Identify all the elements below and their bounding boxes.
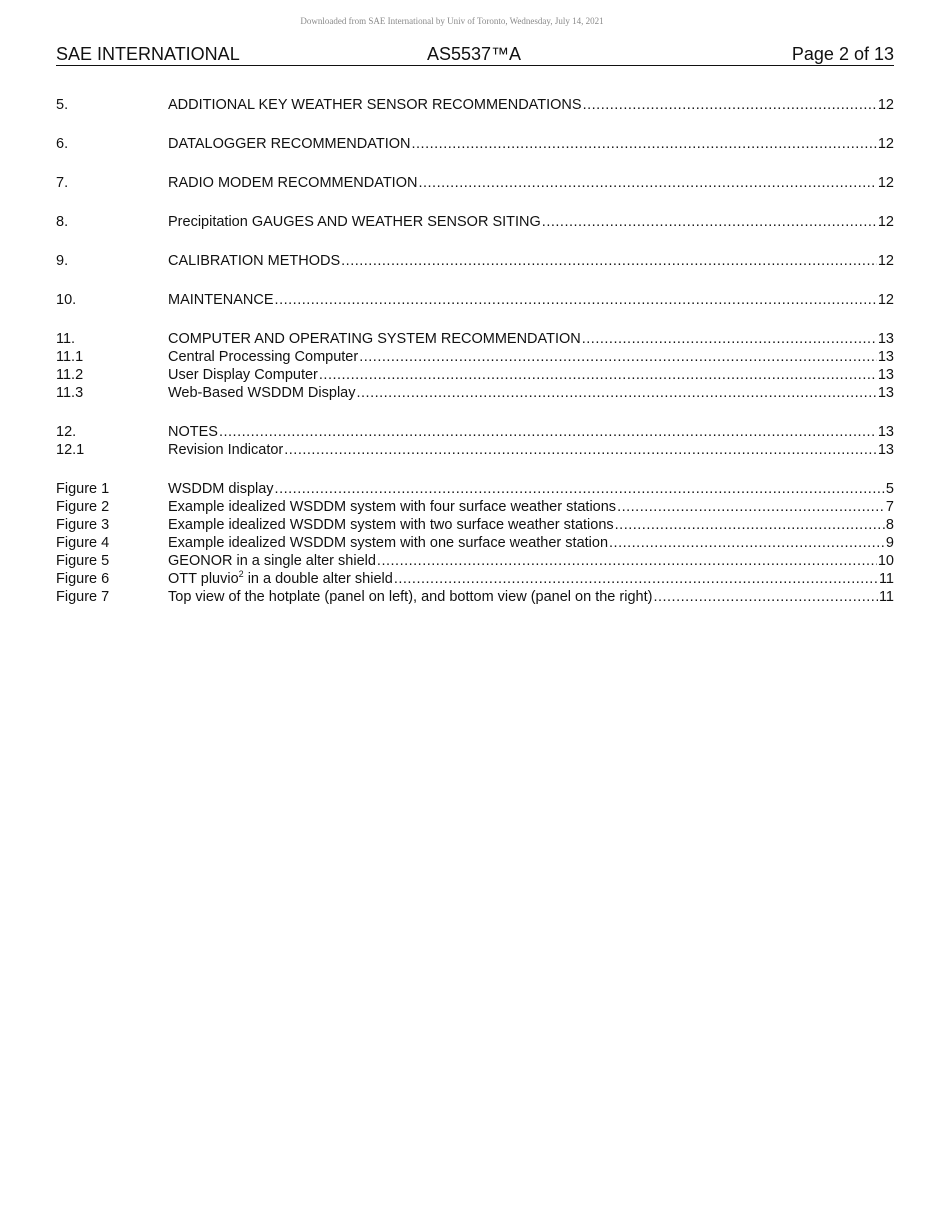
toc-entry-number: 11.3 bbox=[56, 385, 84, 401]
toc-entry-title bbox=[168, 330, 581, 348]
toc-entry[interactable] bbox=[56, 384, 894, 402]
toc-entry[interactable] bbox=[56, 423, 894, 441]
toc-entry-body bbox=[168, 348, 894, 366]
toc-entry-page-number: 13 bbox=[877, 424, 894, 440]
toc-entry-title bbox=[168, 423, 218, 441]
toc-entry-body bbox=[168, 516, 894, 534]
toc-entry-title bbox=[168, 480, 274, 498]
toc-section-group bbox=[56, 252, 894, 270]
toc-entry-title-text: Example idealized WSDDM system with four surface weather stations bbox=[168, 499, 617, 515]
toc-dot-leader bbox=[418, 174, 876, 192]
toc-entry[interactable] bbox=[56, 480, 894, 498]
toc-entry[interactable] bbox=[56, 498, 894, 516]
toc-entry-number: Figure 3 bbox=[56, 517, 110, 533]
toc-entry-title bbox=[168, 516, 614, 534]
header-document-number: AS5537™A bbox=[427, 44, 522, 64]
toc-dot-leader bbox=[583, 96, 877, 114]
toc-entry-title-text: NOTES bbox=[168, 424, 218, 440]
toc-entry-number: Figure 2 bbox=[56, 499, 110, 515]
toc-dot-leader bbox=[284, 441, 877, 459]
toc-entry-number: 11. bbox=[56, 331, 76, 347]
toc-entry-title bbox=[168, 213, 541, 231]
toc-entry-title bbox=[168, 291, 274, 309]
toc-entry-body bbox=[168, 291, 894, 309]
toc-entry-page-number: 13 bbox=[877, 349, 894, 365]
download-notice: Downloaded from SAE International by Univ of Toronto, Wednesday, July 14, 2021 bbox=[300, 16, 604, 26]
toc-entry-page-number: 11 bbox=[878, 571, 894, 587]
toc-entry-body bbox=[168, 480, 894, 498]
toc-entry[interactable] bbox=[56, 291, 894, 309]
toc-entry-title bbox=[168, 570, 393, 588]
header-organization: SAE INTERNATIONAL bbox=[56, 44, 240, 64]
toc-entry-number: Figure 5 bbox=[56, 553, 110, 569]
toc-entry[interactable] bbox=[56, 441, 894, 459]
toc-entry-title-text: ADDITIONAL KEY WEATHER SENSOR RECOMMENDATIONS bbox=[168, 97, 582, 113]
toc-entry-title-text: Example idealized WSDDM system with two surface weather stations bbox=[168, 517, 614, 533]
toc-entry-title-text: WSDDM display bbox=[168, 481, 274, 497]
toc-entry[interactable] bbox=[56, 252, 894, 270]
toc-dot-leader bbox=[359, 348, 877, 366]
toc-entry-title bbox=[168, 135, 411, 153]
toc-entry-title-text: RADIO MODEM RECOMMENDATION bbox=[168, 175, 418, 191]
toc-entry-title bbox=[168, 96, 582, 114]
toc-entry-number: 5. bbox=[56, 97, 69, 113]
toc-entry-title-text: CALIBRATION METHODS bbox=[168, 253, 341, 269]
toc-entry-page-number: 12 bbox=[877, 97, 894, 113]
toc-entry-page-number: 8 bbox=[885, 517, 894, 533]
toc-section-group bbox=[56, 213, 894, 231]
toc-section-group bbox=[56, 135, 894, 153]
toc-entry-number: 6. bbox=[56, 136, 69, 152]
toc-entry-body bbox=[168, 534, 894, 552]
toc-entry[interactable] bbox=[56, 534, 894, 552]
toc-entry[interactable] bbox=[56, 588, 894, 606]
toc-entry-number: Figure 1 bbox=[56, 481, 110, 497]
toc-entry-number: 11.1 bbox=[56, 349, 84, 365]
toc-entry-page-number: 13 bbox=[877, 385, 894, 401]
toc-entry-title bbox=[168, 588, 652, 606]
toc-entry-title bbox=[168, 552, 376, 570]
toc-entry[interactable] bbox=[56, 516, 894, 534]
toc-section-group bbox=[56, 330, 894, 402]
toc-entry-number: 7. bbox=[56, 175, 69, 191]
toc-entry-title-text: Precipitation GAUGES AND WEATHER SENSOR SITING bbox=[168, 214, 541, 230]
toc-dot-leader bbox=[219, 423, 877, 441]
toc-entry-title-text: Web-Based WSDDM Display bbox=[168, 385, 356, 401]
toc-section-group bbox=[56, 291, 894, 309]
toc-entry-body bbox=[168, 213, 894, 231]
toc-entry-page-number: 12 bbox=[877, 175, 894, 191]
toc-entry-number: Figure 4 bbox=[56, 535, 110, 551]
toc-entry-body bbox=[168, 366, 894, 384]
toc-entry-page-number: 12 bbox=[877, 253, 894, 269]
table-of-contents bbox=[56, 96, 894, 627]
toc-entry-number: 12. bbox=[56, 424, 77, 440]
toc-entry-page-number: 11 bbox=[878, 589, 894, 605]
toc-entry-body bbox=[168, 96, 894, 114]
toc-entry-title-superscript: 2 bbox=[238, 570, 244, 579]
toc-dot-leader bbox=[615, 516, 885, 534]
toc-entry-body bbox=[168, 441, 894, 459]
toc-entry-title-text: OTT pluvio bbox=[168, 571, 239, 587]
toc-section-group bbox=[56, 423, 894, 459]
toc-entry[interactable] bbox=[56, 96, 894, 114]
toc-entry-body bbox=[168, 384, 894, 402]
toc-entry[interactable] bbox=[56, 570, 894, 588]
toc-entry-number: 12.1 bbox=[56, 442, 85, 458]
toc-dot-leader bbox=[394, 570, 878, 588]
toc-entry-number: Figure 6 bbox=[56, 571, 110, 587]
toc-entry-title-text: GEONOR in a single alter shield bbox=[168, 553, 376, 569]
toc-dot-leader bbox=[319, 366, 877, 384]
toc-entry-title bbox=[168, 384, 355, 402]
toc-entry-number: 11.2 bbox=[56, 367, 84, 383]
toc-entry-title bbox=[168, 252, 340, 270]
toc-section-group bbox=[56, 174, 894, 192]
toc-entry-title bbox=[168, 441, 283, 459]
toc-dot-leader bbox=[542, 213, 877, 231]
toc-entry-page-number: 13 bbox=[877, 331, 894, 347]
toc-entry[interactable] bbox=[56, 552, 894, 570]
toc-dot-leader bbox=[582, 330, 877, 348]
header-page-number: Page 2 of 13 bbox=[791, 44, 894, 64]
toc-entry-title-text: Top view of the hotplate (panel on left), and bottom view (panel on the right) bbox=[168, 589, 653, 605]
toc-entry-title-text: MAINTENANCE bbox=[168, 292, 274, 308]
toc-entry-title-text: DATALOGGER RECOMMENDATION bbox=[168, 136, 411, 152]
toc-entry[interactable] bbox=[56, 330, 894, 348]
toc-entry-title bbox=[168, 498, 616, 516]
toc-entry-number: 8. bbox=[56, 214, 69, 230]
toc-entry-body bbox=[168, 423, 894, 441]
toc-entry-title bbox=[168, 366, 318, 384]
toc-entry-body bbox=[168, 252, 894, 270]
page-header bbox=[56, 43, 894, 66]
toc-entry-number: 9. bbox=[56, 253, 69, 269]
toc-entry-page-number: 13 bbox=[877, 442, 894, 458]
toc-entry-page-number: 12 bbox=[877, 136, 894, 152]
toc-entry-number: 10. bbox=[56, 292, 77, 308]
toc-entry-page-number: 13 bbox=[877, 367, 894, 383]
toc-entry-page-number: 5 bbox=[885, 481, 894, 497]
toc-entry-number: Figure 7 bbox=[56, 589, 110, 605]
toc-entry-title-text: User Display Computer bbox=[168, 367, 318, 383]
toc-entry-title-text: Revision Indicator bbox=[168, 442, 284, 458]
toc-entry[interactable] bbox=[56, 348, 894, 366]
toc-dot-leader bbox=[617, 498, 885, 516]
toc-dot-leader bbox=[412, 135, 877, 153]
toc-entry-body bbox=[168, 174, 894, 192]
toc-entry-page-number: 10 bbox=[877, 553, 894, 569]
toc-dot-leader bbox=[356, 384, 876, 402]
toc-entry[interactable] bbox=[56, 174, 894, 192]
toc-dot-leader bbox=[653, 588, 878, 606]
toc-entry-title-text: Central Processing Computer bbox=[168, 349, 359, 365]
toc-dot-leader bbox=[377, 552, 877, 570]
toc-entry-page-number: 7 bbox=[885, 499, 894, 515]
toc-dot-leader bbox=[609, 534, 885, 552]
toc-section-group bbox=[56, 96, 894, 114]
toc-entry-title bbox=[168, 348, 358, 366]
toc-entry-title-continuation: in a double alter shield bbox=[243, 571, 393, 587]
toc-entry-body bbox=[168, 135, 894, 153]
toc-entry-page-number: 12 bbox=[877, 292, 894, 308]
toc-dot-leader bbox=[275, 480, 885, 498]
toc-entry-page-number: 9 bbox=[885, 535, 894, 551]
toc-entry-title-text: Example idealized WSDDM system with one surface weather station bbox=[168, 535, 609, 551]
toc-entry-title-text: COMPUTER AND OPERATING SYSTEM RECOMMENDATION bbox=[168, 331, 581, 347]
toc-dot-leader bbox=[275, 291, 877, 309]
toc-entry-body bbox=[168, 498, 894, 516]
toc-dot-leader bbox=[341, 252, 877, 270]
toc-entry-body bbox=[168, 588, 894, 606]
toc-entry[interactable] bbox=[56, 366, 894, 384]
toc-entry-body bbox=[168, 552, 894, 570]
toc-entry-title bbox=[168, 534, 608, 552]
toc-entry[interactable] bbox=[56, 135, 894, 153]
toc-entry[interactable] bbox=[56, 213, 894, 231]
toc-entry-body bbox=[168, 330, 894, 348]
toc-entry-title bbox=[168, 174, 417, 192]
list-of-figures bbox=[56, 480, 894, 606]
toc-entry-page-number: 12 bbox=[877, 214, 894, 230]
toc-entry-body bbox=[168, 570, 894, 588]
